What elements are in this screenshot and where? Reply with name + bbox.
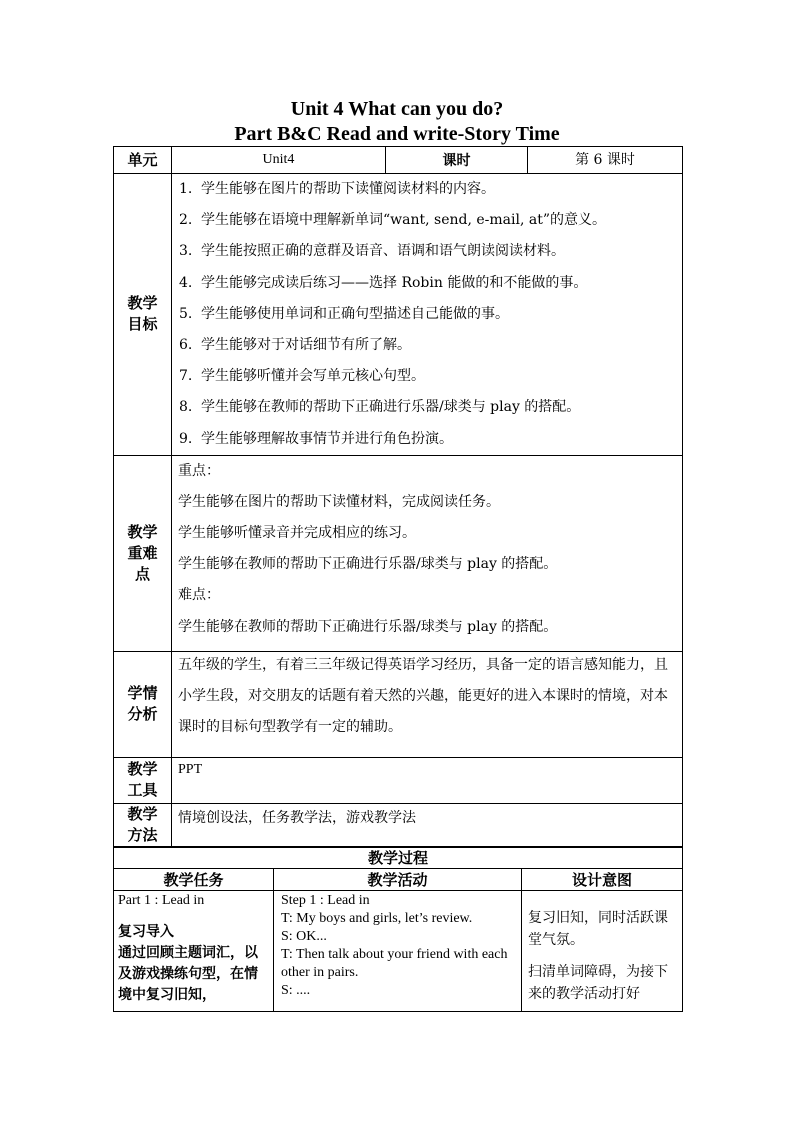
key-point-line: 学生能够在教师的帮助下正确进行乐器/球类与 play 的搭配。 <box>178 556 558 573</box>
document-title <box>113 97 681 147</box>
objective-text: 学生能够理解故事情节并进行角色扮演。 <box>201 430 453 447</box>
key-points-row <box>114 455 683 651</box>
objective-text: 学生能够使用单词和正确句型描述自己能做的事。 <box>201 305 509 322</box>
period-value: 第 6 课时 <box>528 147 683 174</box>
objective-item <box>179 392 682 423</box>
activity-cell <box>274 891 522 1012</box>
unit-label: 单元 <box>114 147 172 174</box>
objective-number: 8. <box>179 399 193 416</box>
objective-item <box>179 174 682 205</box>
objective-number: 3. <box>179 243 193 260</box>
learner-label-text: 学情分析 <box>127 684 158 724</box>
activity-line: S: OK... <box>281 929 327 944</box>
process-title-row <box>114 847 683 869</box>
methods-label-text: 教学方法 <box>127 805 158 845</box>
process-table <box>113 846 683 1012</box>
objective-number: 2. <box>179 212 193 229</box>
objective-number: 9. <box>179 430 193 447</box>
process-title: 教学过程 <box>114 847 683 869</box>
objective-item <box>179 424 682 455</box>
objective-text: 学生能够对于对话细节有所了解。 <box>201 336 411 353</box>
intent-cell <box>522 891 683 1012</box>
objectives-row <box>114 174 683 456</box>
learner-cell <box>172 651 683 757</box>
objective-text: 学生能够完成读后练习——选择 Robin 能做的和不能做的事。 <box>201 274 588 291</box>
objective-item <box>179 268 682 299</box>
methods-label <box>114 803 172 847</box>
objective-text: 学生能按照正确的意群及语音、语调和语气朗读阅读材料。 <box>201 243 565 260</box>
task-cell <box>114 891 274 1012</box>
objective-text: 学生能够在语境中理解新单词“want, send, e-mail, at”的意义。 <box>201 212 607 229</box>
key-points-label-text: 教学重难点 <box>127 522 158 583</box>
activity-line: T: My boys and girls, let’s review. <box>281 911 473 926</box>
objectives-cell <box>172 174 683 456</box>
objective-item <box>179 299 682 330</box>
intent-text-1: 复习旧知，同时活跃课堂气氛。 <box>528 910 668 948</box>
title-line-1: Unit 4 What can you do? <box>290 98 504 120</box>
column-intent: 设计意图 <box>522 869 683 891</box>
objective-item <box>179 330 682 361</box>
tools-row <box>114 757 683 803</box>
tools-label <box>114 757 172 803</box>
key-point-line: 重点： <box>178 462 220 479</box>
key-point-line: 学生能够在图片的帮助下读懂材料，完成阅读任务。 <box>178 493 500 510</box>
unit-value: Unit4 <box>172 147 386 174</box>
activity-line: T: Then talk about your friend with each other in pairs. <box>281 947 508 980</box>
objectives-label-text: 教学目标 <box>127 294 158 334</box>
unit-row <box>114 147 683 174</box>
methods-row <box>114 803 683 847</box>
tools-label-text: 教学工具 <box>127 760 158 800</box>
key-point-line: 难点： <box>178 587 220 604</box>
learner-row <box>114 651 683 757</box>
objective-text: 学生能够在图片的帮助下读懂阅读材料的内容。 <box>201 181 495 197</box>
task-part: Part 1 : Lead in <box>118 893 205 908</box>
learner-label <box>114 651 172 757</box>
key-point-line: 学生能够听懂录音并完成相应的练习。 <box>178 525 416 542</box>
process-header-row <box>114 869 683 891</box>
activity-line: S: .... <box>281 983 311 998</box>
objective-number: 7. <box>179 368 193 385</box>
period-label: 课时 <box>386 147 528 174</box>
title-line-2: Part B&C Read and write-Story Time <box>234 123 560 145</box>
column-task: 教学任务 <box>114 869 274 891</box>
key-points-cell <box>172 455 683 651</box>
lesson-plan-table <box>113 146 683 848</box>
column-activity: 教学活动 <box>274 869 522 891</box>
objective-number: 6. <box>179 336 193 353</box>
objective-text: 学生能够听懂并会写单元核心句型。 <box>201 368 425 385</box>
objective-number: 1. <box>179 181 193 197</box>
objective-item <box>179 236 682 267</box>
intent-text-2: 扫清单词障碍，为接下来的教学活动打好 <box>528 964 668 1002</box>
objectives-list <box>172 174 682 455</box>
objective-item <box>179 205 682 236</box>
key-point-line: 学生能够在教师的帮助下正确进行乐器/球类与 play 的搭配。 <box>178 618 558 635</box>
objective-number: 5. <box>179 305 193 322</box>
process-row-1 <box>114 891 683 1012</box>
methods-value: 情境创设法，任务教学法，游戏教学法 <box>172 803 683 847</box>
task-description: 通过回顾主题词汇，以及游戏操练句型，在情境中复习旧知， <box>118 945 258 1003</box>
learner-text: 五年级的学生，有着三三年级记得英语学习经历，具备一定的语言感知能力，且小学生段，对交朋友的话题有着天然的兴趣，能更好的进入本课时的情境，对本课时的目标句型教学有一定的辅助。 <box>178 656 668 735</box>
objective-text: 学生能够在教师的帮助下正确进行乐器/球类与 play 的搭配。 <box>201 399 581 416</box>
objective-number: 4. <box>179 274 193 291</box>
tools-value: PPT <box>172 757 683 803</box>
task-name: 复习导入 <box>118 924 174 940</box>
key-points-label <box>114 455 172 651</box>
objective-item <box>179 361 682 392</box>
objectives-label <box>114 174 172 456</box>
activity-line: Step 1 : Lead in <box>281 893 370 908</box>
